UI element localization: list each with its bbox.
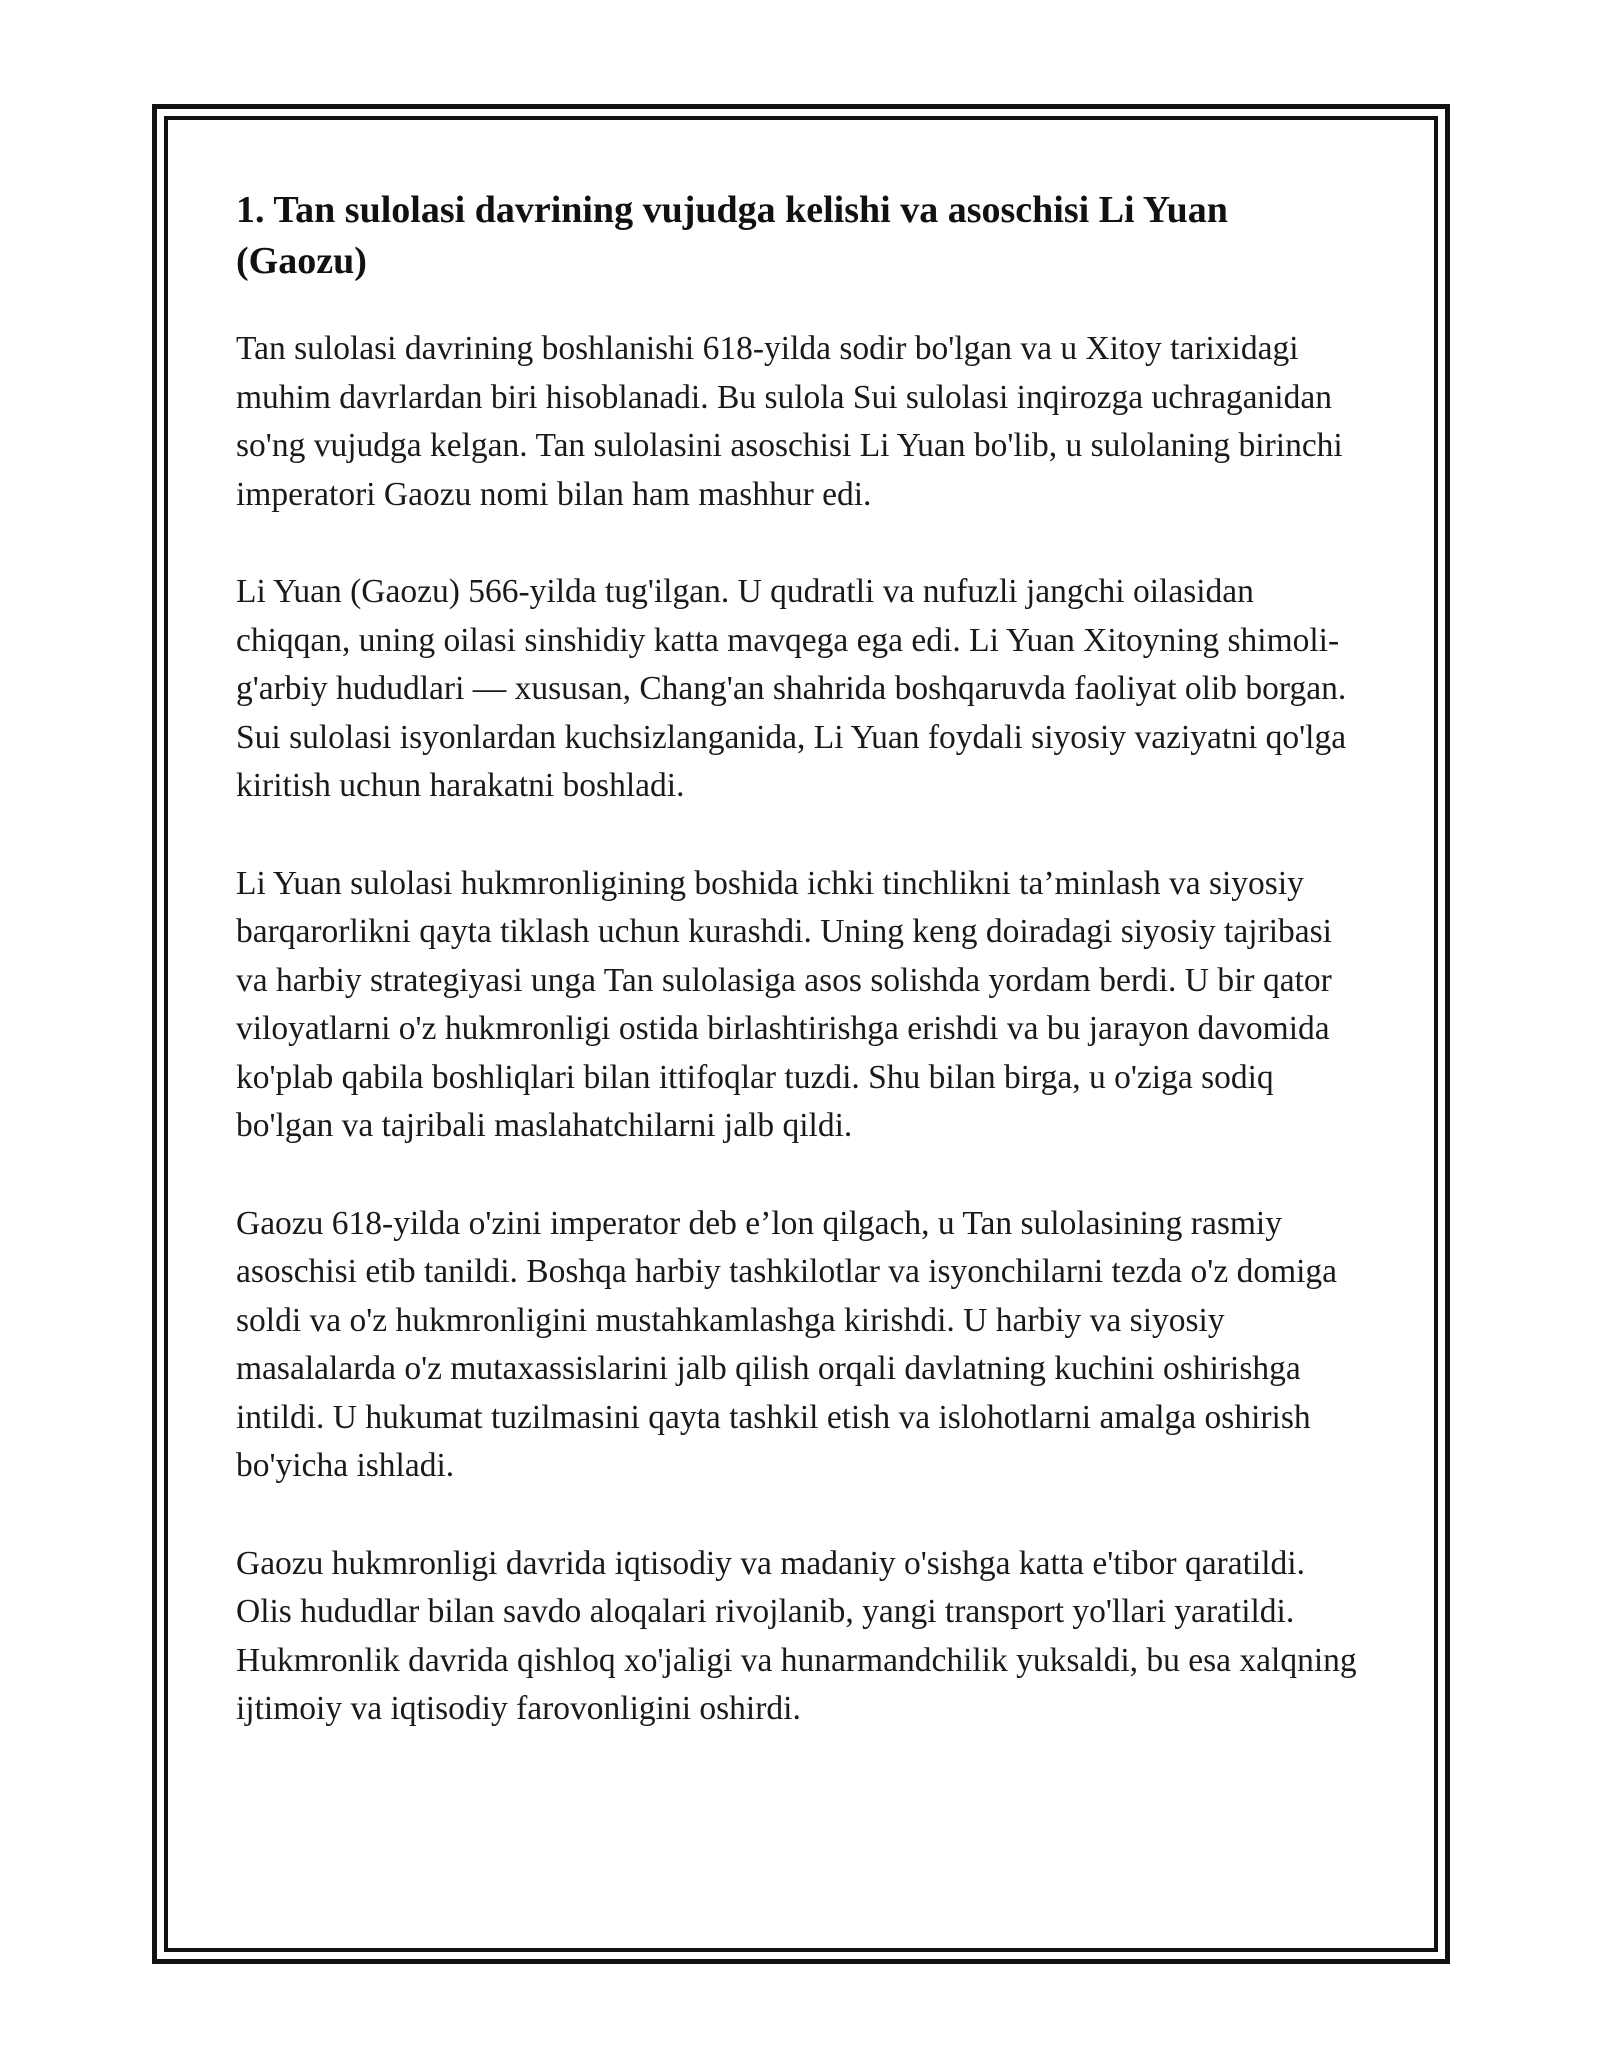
paragraph-5: Gaozu hukmronligi davrida iqtisodiy va madaniy o'sishga katta e'tibor qaratildi. Olis hududlar bilan savdo aloqalari rivojlanib, yangi transport yo'llari yaratildi. Hukmronlik davrida qishloq xo'jaligi va hunarmandchilik yuksaldi, bu esa xalqning ijtimoiy va iqtisodiy farovonligini oshirdi. — [236, 1544, 1357, 1727]
paragraph-4: Gaozu 618-yilda o'zini imperator deb e’lon qilgach, u Tan sulolasining rasmiy asoschisi etib tanildi. Boshqa harbiy tashkilotlar va isyonchilarni tezda o'z domiga soldi va o'z hukmronligini mustahkamlashga kirishdi. U harbiy va siyosiy masalalarda o'z mutaxassislarini jalb qilish orqali davlatning kuchini oshirishga intildi. U hukumat tuzilmasini qayta tashkil etish va islohotlarni amalga oshirish bo'yicha ishladi. — [236, 1204, 1338, 1484]
paragraph-3: Li Yuan sulolasi hukmronligining boshida ichki tinchlikni ta’minlash va siyosiy barqarorlikni qayta tiklash uchun kurashdi. Uning keng doiradagi siyosiy tajribasi va harbiy strategiyasi unga Tan sulolasiga asos solishda yordam berdi. U bir qator viloyatlarni o'z hukmronligi ostida birlashtirishga erishdi va bu jarayon davomida ko'plab qabila boshliqlari bilan ittifoqlar tuzdi. Shu bilan birga, u o'ziga sodiq bo'lgan va tajribali maslahatchilarni jalb qildi. — [236, 864, 1332, 1144]
section-heading: 1. Tan sulolasi davrining vujudga kelishi va asoschisi Li Yuan (Gaozu) — [236, 189, 1228, 282]
paragraph-2: Li Yuan (Gaozu) 566-yilda tug'ilgan. U qudratli va nufuzli jangchi oilasidan chiqqan, uning oilasi sinshidiy katta mavqega ega edi. Li Yuan Xitoyning shimoli-g'arbiy hududlari — xususan, Chang'an shahrida boshqaruvda faoliyat olib borgan. Sui sulolasi isyonlardan kuchsizlanganida, Li Yuan foydali siyosiy vaziyatni qo'lga kiritish uchun harakatni boshladi. — [236, 573, 1347, 804]
paragraph-1: Tan sulolasi davrining boshlanishi 618-yilda sodir bo'lgan va u Xitoy tarixidagi muhim davrlardan biri hisoblanadi. Bu sulola Sui sulolasi inqirozga uchraganidan so'ng vujudga kelgan. Tan sulolasini asoschisi Li Yuan bo'lib, u sulolaning birinchi imperatori Gaozu nomi bilan ham mashhur edi. — [236, 330, 1343, 513]
document-body — [236, 185, 1366, 1783]
